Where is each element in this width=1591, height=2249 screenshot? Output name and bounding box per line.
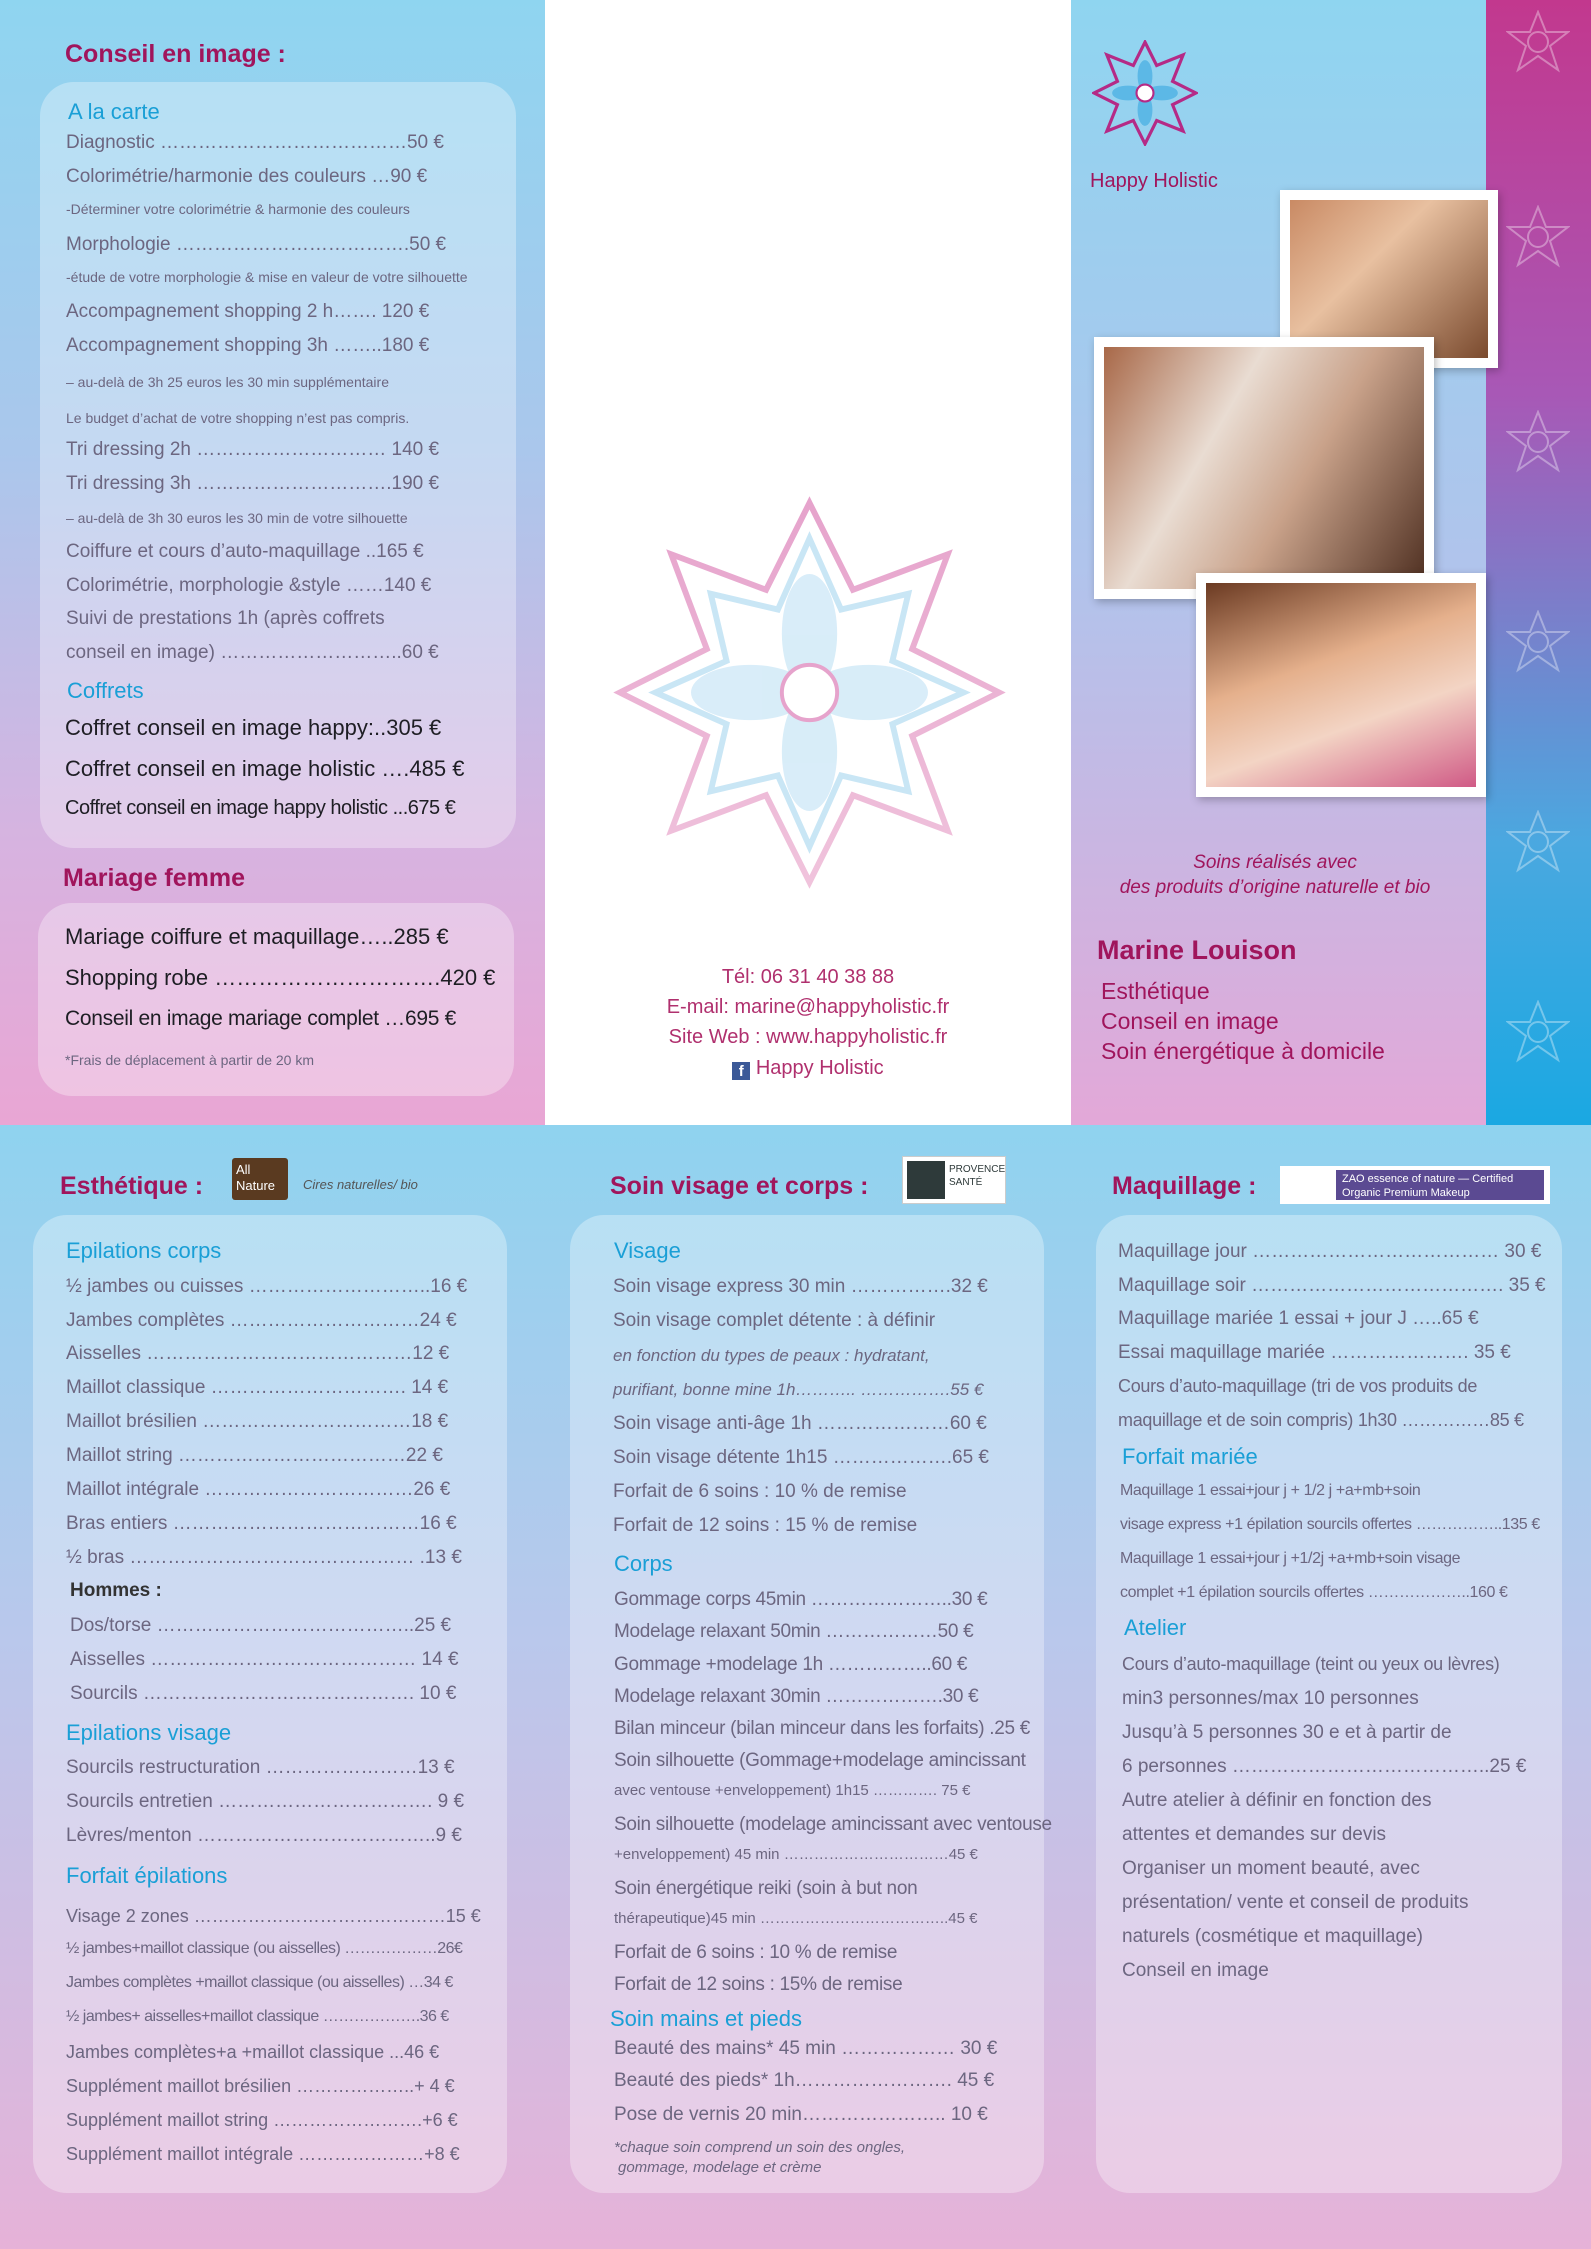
price-line: purifiant, bonne mine 1h……….. …………….55 €	[613, 1380, 984, 1399]
hommes-heading: Hommes :	[70, 1580, 162, 1601]
coffrets-heading: Coffrets	[67, 678, 144, 703]
price-line: Essai maquillage mariée …………………. 35 €	[1118, 1342, 1511, 1363]
price-line: Colorimétrie/harmonie des couleurs …90 €	[66, 166, 428, 187]
price-line: Jambes complètes +maillot classique (ou aisselles) …34 €	[66, 1974, 453, 1991]
price-line: Colorimétrie, morphologie &style ……140 €	[66, 575, 432, 596]
mandala-icon	[1506, 1000, 1570, 1064]
atelier-heading: Atelier	[1124, 1615, 1187, 1640]
contact-phone[interactable]: Tél: 06 31 40 38 88	[721, 966, 895, 988]
atelier-line: Cours d’auto-maquillage (teint ou yeux ou lèvres)	[1122, 1654, 1500, 1674]
price-line: thérapeutique)45 min ………………………………..45 €	[614, 1910, 978, 1927]
mariage-line: Conseil en image mariage complet …695 €	[65, 1007, 457, 1030]
price-line: +enveloppement) 45 min ……………………………45 €	[614, 1846, 978, 1863]
price-line: Bras entiers …………………………………16 €	[66, 1513, 457, 1534]
price-line: Accompagnement shopping 2 h……. 120 €	[66, 301, 430, 322]
happy-holistic-logo	[1092, 40, 1198, 146]
contact-email[interactable]: E-mail: marine@happyholistic.fr	[666, 996, 950, 1018]
atelier-line: Jusqu’à 5 personnes 30 e et à partir de	[1122, 1722, 1452, 1743]
atelier-line: 6 personnes …………………………………..25 €	[1122, 1756, 1527, 1777]
price-line: Dos/torse …………………………………..25 €	[70, 1615, 452, 1636]
price-line: ½ bras ……………………………………… .13 €	[66, 1547, 462, 1568]
mandala-icon	[1506, 610, 1570, 674]
price-note: -Déterminer votre colorimétrie & harmonie des couleurs	[66, 201, 410, 217]
mandala-icon	[1506, 410, 1570, 474]
price-line: Maillot brésilien ……………………………18 €	[66, 1411, 449, 1432]
price-line: maquillage et de soin compris) 1h30 ……………85 €	[1118, 1410, 1524, 1430]
tagline	[1095, 850, 1455, 900]
soin-note: gommage, modelage et crème	[618, 2159, 822, 2176]
price-line: Forfait de 6 soins : 10 % de remise	[613, 1481, 907, 1502]
price-line: Maquillage jour ………………………………… 30 €	[1118, 1241, 1542, 1262]
price-line: Forfait de 12 soins : 15% de remise	[614, 1974, 903, 1995]
price-line: Soin visage express 30 min …………….32 €	[613, 1276, 988, 1297]
price-line: Maillot string ………………………………22 €	[66, 1445, 443, 1466]
price-line: Aisselles ……………………………………12 €	[66, 1343, 450, 1364]
price-note: – au-delà de 3h 30 euros les 30 min de votre silhouette	[66, 510, 408, 526]
price-line: Bilan minceur (bilan minceur dans les forfaits) .25 €	[614, 1718, 1031, 1739]
price-line: Visage 2 zones ……………………………………15 €	[66, 1906, 481, 1926]
price-line: Lèvres/menton ………………………………..9 €	[66, 1825, 462, 1846]
visage-heading: Visage	[614, 1238, 681, 1263]
contact-website[interactable]: Site Web : www.happyholistic.fr	[668, 1026, 948, 1048]
facebook-icon: f	[732, 1062, 750, 1080]
price-line: Cours d’auto-maquillage (tri de vos produits de	[1118, 1376, 1478, 1396]
coffret-line: Coffret conseil en image happy:..305 €	[65, 715, 442, 740]
price-line: Aisselles …………………………………… 14 €	[70, 1649, 459, 1670]
price-line: Maillot classique …………………………. 14 €	[66, 1377, 449, 1398]
mariage-line: Shopping robe ………………………….420 €	[65, 965, 496, 990]
provence-sante-icon	[907, 1161, 945, 1199]
price-line: Maquillage 1 essai+jour j + 1/2 j +a+mb+soin	[1120, 1482, 1421, 1499]
price-line: Supplément maillot brésilien ………………..+ 4 €	[66, 2076, 455, 2096]
provence-sante-badge	[902, 1156, 1006, 1204]
mariage-line: Mariage coiffure et maquillage…..285 €	[65, 924, 449, 949]
a-la-carte-heading: A la carte	[68, 99, 160, 124]
atelier-line: min3 personnes/max 10 personnes	[1122, 1688, 1419, 1709]
forfait-epilations-heading: Forfait épilations	[66, 1863, 228, 1888]
mariage-title: Mariage femme	[63, 864, 246, 892]
price-note: – au-delà de 3h 25 euros les 30 min supplémentaire	[66, 374, 389, 390]
price-line: Maquillage soir …………………………………. 35 €	[1118, 1275, 1546, 1296]
provence-sante-label: PROVENCE SANTÉ	[949, 1164, 1006, 1188]
price-line: Maillot intégrale ……………………………26 €	[66, 1479, 451, 1500]
coffret-line: Coffret conseil en image holistic ….485 €	[65, 756, 465, 781]
couple-massage-photo	[1196, 573, 1486, 797]
price-line: Jambes complètes+a +maillot classique ...46 €	[66, 2042, 440, 2062]
atelier-line: présentation/ vente et conseil de produits	[1122, 1892, 1469, 1913]
mandala-icon	[612, 495, 1007, 890]
price-line: Supplément maillot intégrale …………………+8 €	[66, 2144, 460, 2164]
tagline-line: Soins réalisés avec	[1193, 852, 1357, 873]
brand-name: Happy Holistic	[1090, 170, 1218, 192]
atelier-line: naturels (cosmétique et maquillage)	[1122, 1926, 1423, 1947]
price-line: Forfait de 12 soins : 15 % de remise	[613, 1515, 918, 1536]
price-line: Morphologie ……………………………….50 €	[66, 234, 447, 255]
price-line: Suivi de prestations 1h (après coffrets	[66, 608, 385, 629]
price-line: Soin énergétique reiki (soin à but non	[614, 1878, 918, 1899]
price-line: Gommage corps 45min …………………..30 €	[614, 1589, 988, 1610]
facebook-label: Happy Holistic	[755, 1057, 884, 1079]
price-line: Beauté des pieds* 1h……………………. 45 €	[614, 2070, 995, 2091]
forfait-mariee-heading: Forfait mariée	[1122, 1444, 1258, 1469]
mandala-icon	[1506, 205, 1570, 269]
esthetique-title: Esthétique :	[60, 1172, 204, 1200]
price-line: Gommage +modelage 1h ……………..60 €	[614, 1654, 968, 1675]
epilations-visage-heading: Epilations visage	[66, 1720, 232, 1745]
price-line: Coiffure et cours d’auto-maquillage ..165 €	[66, 541, 424, 562]
tagline-line: des produits d’origine naturelle et bio	[1119, 877, 1431, 898]
price-line: conseil en image) ………………………..60 €	[66, 642, 439, 663]
service-item: Conseil en image	[1101, 1008, 1279, 1034]
price-line: Jambes complètes …………………………24 €	[66, 1310, 457, 1331]
mandala-icon	[1506, 810, 1570, 874]
price-line: Soin silhouette (Gommage+modelage amincissant	[614, 1750, 1026, 1771]
conseil-title: Conseil en image :	[65, 40, 286, 68]
price-line: Maquillage mariée 1 essai + jour J …..65 €	[1118, 1308, 1479, 1329]
zao-label: ZAO essence of nature — Certified Organic Premium Makeup	[1336, 1170, 1544, 1200]
price-line: avec ventouse +enveloppement) 1h15 …………. 75 €	[614, 1782, 971, 1799]
epilations-corps-heading: Epilations corps	[66, 1238, 222, 1263]
price-line: Tri dressing 3h ………………………….190 €	[66, 473, 440, 494]
atelier-line: Autre atelier à définir en fonction des	[1122, 1790, 1432, 1811]
coffret-line: Coffret conseil en image happy holistic ...675 €	[65, 797, 456, 819]
price-line: Soin visage détente 1h15 ……………….65 €	[613, 1447, 989, 1468]
price-line: Sourcils entretien ……………………………. 9 €	[66, 1791, 465, 1812]
price-line: Beauté des mains* 45 min ……………… 30 €	[614, 2038, 998, 2059]
soin-title: Soin visage et corps :	[610, 1172, 869, 1200]
price-line: ½ jambes+maillot classique (ou aisselles) ………………26€	[66, 1940, 463, 1957]
badge-note: Cires naturelles/ bio	[303, 1177, 418, 1192]
price-line: ½ jambes+ aisselles+maillot classique ……………….36 €	[66, 2008, 449, 2025]
atelier-line: Organiser un moment beauté, avec	[1122, 1858, 1420, 1879]
price-line: Supplément maillot string …………………….+6 €	[66, 2110, 458, 2130]
mariage-note: *Frais de déplacement à partir de 20 km	[65, 1052, 315, 1068]
service-item: Esthétique	[1101, 978, 1210, 1004]
atelier-line: Conseil en image	[1122, 1960, 1269, 1981]
price-line: Tri dressing 2h ………………………… 140 €	[66, 439, 440, 460]
price-line: Soin visage complet détente : à définir	[613, 1310, 936, 1331]
price-line: Pose de vernis 20 min………………….. 10 €	[614, 2104, 988, 2125]
price-line: Soin visage anti-âge 1h …………………60 €	[613, 1413, 987, 1434]
zao-badge	[1280, 1166, 1550, 1204]
atelier-line: attentes et demandes sur devis	[1122, 1824, 1387, 1845]
price-line: ½ jambes ou cuisses ………………………..16 €	[66, 1276, 468, 1297]
corps-heading: Corps	[614, 1551, 673, 1576]
price-note: Le budget d’achat de votre shopping n’est pas compris.	[66, 410, 410, 426]
price-line: Accompagnement shopping 3h ……..180 €	[66, 335, 430, 356]
price-line: en fonction du types de peaux : hydratant,	[613, 1346, 930, 1365]
soin-note: *chaque soin comprend un soin des ongles,	[614, 2139, 906, 2156]
facial-mask-photo	[1094, 337, 1434, 599]
price-line: Maquillage 1 essai+jour j +1/2j +a+mb+soin visage	[1120, 1550, 1461, 1567]
price-line: Diagnostic …………………………………50 €	[66, 132, 444, 153]
price-line: Sourcils restructuration ……………………13 €	[66, 1757, 455, 1778]
person-name: Marine Louison	[1097, 935, 1297, 965]
price-line: Soin silhouette (modelage amincissant avec ventouse	[614, 1814, 1052, 1835]
price-line: Sourcils ……………………………………. 10 €	[70, 1683, 457, 1704]
maquillage-title: Maquillage :	[1112, 1172, 1257, 1200]
price-line: visage express +1 épilation sourcils offertes ……………..135 €	[1120, 1516, 1540, 1533]
service-item: Soin énergétique à domicile	[1101, 1038, 1385, 1064]
soin-mains-pieds-heading: Soin mains et pieds	[610, 2006, 802, 2031]
contact-facebook[interactable]	[545, 1057, 1071, 1080]
mandala-icon	[1506, 10, 1570, 74]
decorative-strip	[1486, 0, 1591, 1125]
price-line: Forfait de 6 soins : 10 % de remise	[614, 1942, 898, 1963]
price-note: -étude de votre morphologie & mise en valeur de votre silhouette	[66, 269, 468, 285]
price-line: Modelage relaxant 30min ……………….30 €	[614, 1686, 979, 1707]
price-line: complet +1 épilation sourcils offertes ………………..160 €	[1120, 1584, 1508, 1601]
all-nature-badge: All Nature	[232, 1158, 288, 1200]
price-line: Modelage relaxant 50min ………………50 €	[614, 1621, 974, 1642]
